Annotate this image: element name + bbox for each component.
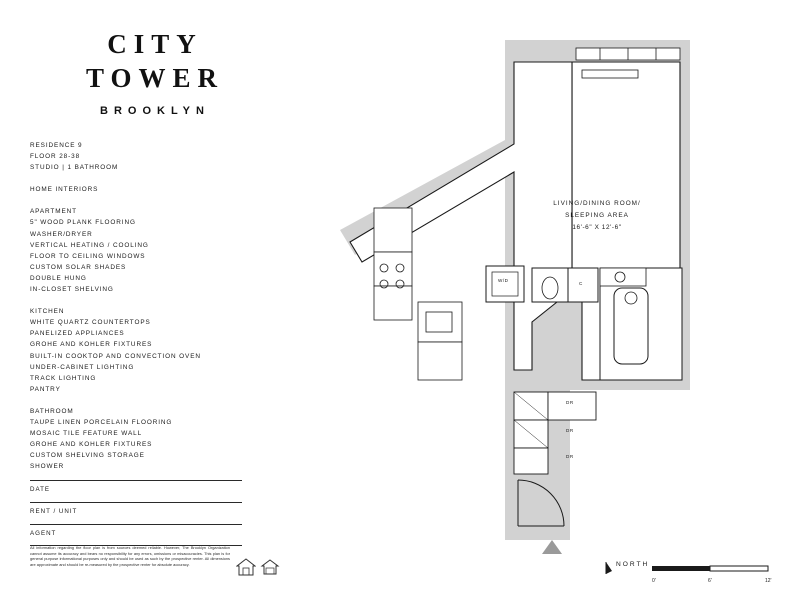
field-label: RENT / UNIT xyxy=(30,508,78,515)
brand-line-city: CITY xyxy=(107,29,203,59)
field-label: DATE xyxy=(30,486,51,493)
spec-item: PANTRY xyxy=(30,385,61,393)
residence-number: RESIDENCE 9 xyxy=(30,142,83,149)
kitchen-counters xyxy=(374,208,462,380)
logo-row xyxy=(236,558,280,588)
washer-dryer-closet xyxy=(486,266,524,302)
rule xyxy=(30,524,242,525)
toilet-and-closet xyxy=(532,268,598,302)
washer-dryer-label: W/D xyxy=(498,278,509,283)
brand-block xyxy=(30,28,280,117)
scale-tick-labels xyxy=(652,578,772,588)
rule xyxy=(30,480,242,481)
bathroom xyxy=(600,268,682,380)
field-date[interactable] xyxy=(30,480,242,502)
form-fields xyxy=(30,480,242,546)
spec-item: FLOOR TO CEILING WINDOWS xyxy=(30,252,146,260)
brand-line-brooklyn: BROOKLYN xyxy=(100,104,210,117)
north-label: NORTH xyxy=(616,561,650,568)
spec-item: BUILT-IN COOKTOP AND CONVECTION OVEN xyxy=(30,352,201,360)
spec-item: IN-CLOSET SHELVING xyxy=(30,286,114,294)
spec-item: GROHE AND KOHLER FIXTURES xyxy=(30,441,153,449)
door-label-3: DR xyxy=(566,454,574,459)
spec-heading-kitchen: KITCHEN xyxy=(30,308,65,316)
spec-item: PANELIZED APPLIANCES xyxy=(30,330,125,338)
brooklyn-organization-logo-icon xyxy=(236,558,256,580)
spec-item: WASHER/DRYER xyxy=(30,230,93,238)
field-rent-unit[interactable] xyxy=(30,502,242,524)
scale-tick: 0' xyxy=(652,578,656,584)
floor-plan-drawing xyxy=(300,40,770,560)
spec-group-apartment xyxy=(30,206,245,295)
main-room-dimensions: 16'-6" X 12'-6" xyxy=(572,224,622,231)
spec-item: 5" WOOD PLANK FLOORING xyxy=(30,219,136,227)
spec-heading-apartment: APARTMENT xyxy=(30,208,77,216)
scale-tick: 6' xyxy=(708,578,712,584)
scale-tick: 12' xyxy=(765,578,772,584)
spec-item: CUSTOM SHELVING STORAGE xyxy=(30,452,145,460)
main-room-line2: SLEEPING AREA xyxy=(565,212,629,219)
specifications-column xyxy=(30,140,245,472)
north-arrow-icon xyxy=(606,562,612,574)
spec-item: UNDER-CABINET LIGHTING xyxy=(30,363,135,371)
home-interiors-heading: HOME INTERIORS xyxy=(30,186,99,194)
spec-item: DOUBLE HUNG xyxy=(30,274,87,282)
spec-item: TRACK LIGHTING xyxy=(30,374,97,382)
field-label: AGENT xyxy=(30,530,57,537)
main-room-label xyxy=(502,198,692,234)
main-room-line1: LIVING/DINING ROOM/ xyxy=(553,200,641,207)
spec-item: MOSAIC TILE FEATURE WALL xyxy=(30,430,143,438)
spec-group-bathroom xyxy=(30,406,245,473)
compass-and-scale xyxy=(600,560,770,590)
spec-item: SHOWER xyxy=(30,463,65,471)
disclaimer-text: All information regarding the floor plan is from sources deemed reliable. However, The Brooklyn Organization cannot assume its accuracy and bears no responsibility for any errors, omissions or misaccuracies. This plan is for general purpose informational purposes only and should be used as such by the prospective renter. All dimensions are approximate and should be re-measured by the prospective renter for absolute accuracy. xyxy=(30,545,230,567)
plan-svg xyxy=(300,40,770,560)
rule xyxy=(30,502,242,503)
closet-label: C xyxy=(579,281,583,286)
door-label-2: DR xyxy=(566,428,574,433)
spec-heading-bathroom: BATHROOM xyxy=(30,407,74,415)
brand-line-tower: TOWER xyxy=(85,62,225,93)
field-agent[interactable] xyxy=(30,524,242,546)
spec-item: VERTICAL HEATING / COOLING xyxy=(30,241,149,249)
spec-item: CUSTOM SOLAR SHADES xyxy=(30,263,127,271)
spec-group-kitchen xyxy=(30,306,245,395)
equal-housing-opportunity-icon xyxy=(260,558,280,580)
spec-item: GROHE AND KOHLER FIXTURES xyxy=(30,341,153,349)
scale-bar xyxy=(652,566,768,571)
residence-floors: FLOOR 28-38 xyxy=(30,153,81,161)
door-label-1: DR xyxy=(566,400,574,405)
residence-type: STUDIO | 1 BATHROOM xyxy=(30,164,119,172)
entry-marker xyxy=(542,540,562,554)
spec-item: WHITE QUARTZ COUNTERTOPS xyxy=(30,319,151,327)
spec-item: TAUPE LINEN PORCELAIN FLOORING xyxy=(30,418,173,426)
